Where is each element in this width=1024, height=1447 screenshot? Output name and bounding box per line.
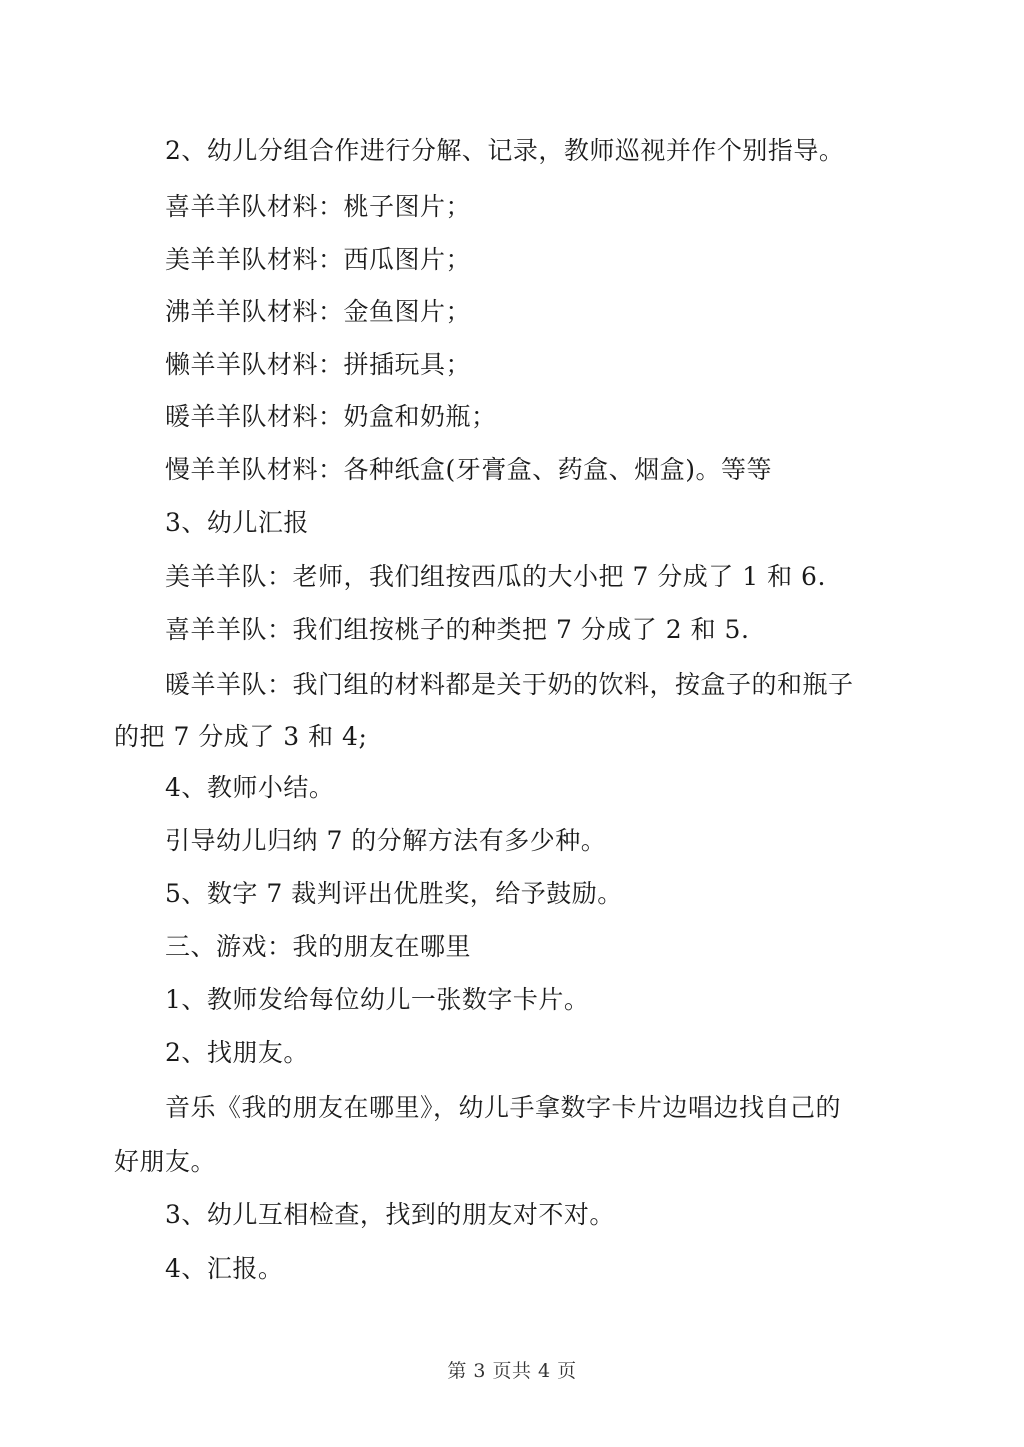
- paragraph-line: 的把 7 分成了 3 和 4;: [114, 722, 368, 751]
- paragraph-line: 3、幼儿互相检查，找到的朋友对不对。: [165, 1200, 615, 1229]
- paragraph-line: 1、教师发给每位幼儿一张数字卡片。: [165, 985, 590, 1014]
- paragraph-line: 美羊羊队：老师，我们组按西瓜的大小把 7 分成了 1 和 6.: [165, 562, 826, 591]
- paragraph-line: 喜羊羊队：我们组按桃子的种类把 7 分成了 2 和 5.: [165, 615, 750, 644]
- paragraph-line: 沸羊羊队材料：金鱼图片；: [165, 297, 472, 326]
- paragraph-line: 暖羊羊队材料：奶盒和奶瓶；: [165, 402, 497, 431]
- paragraph-line: 喜羊羊队材料：桃子图片；: [165, 192, 472, 221]
- paragraph-line: 懒羊羊队材料：拼插玩具；: [165, 350, 472, 379]
- paragraph-line: 好朋友。: [114, 1147, 217, 1176]
- paragraph-line: 慢羊羊队材料：各种纸盒(牙膏盒、药盒、烟盒)。等等: [165, 455, 773, 484]
- paragraph-line: 3、幼儿汇报: [165, 508, 309, 537]
- paragraph-line: 引导幼儿归纳 7 的分解方法有多少种。: [165, 826, 607, 855]
- paragraph-line: 音乐《我的朋友在哪里》，幼儿手拿数字卡片边唱边找自己的: [165, 1093, 842, 1122]
- paragraph-line: 4、教师小结。: [165, 773, 335, 802]
- paragraph-line: 美羊羊队材料：西瓜图片；: [165, 245, 472, 274]
- paragraph-line: 2、幼儿分组合作进行分解、记录，教师巡视并作个别指导。: [165, 136, 845, 165]
- page-number-footer: 第 3 页共 4 页: [447, 1360, 577, 1382]
- paragraph-line: 5、数字 7 裁判评出优胜奖，给予鼓励。: [165, 879, 623, 908]
- paragraph-line: 2、找朋友。: [165, 1038, 309, 1067]
- section-heading: 三、游戏：我的朋友在哪里: [165, 932, 472, 961]
- paragraph-line: 暖羊羊队：我门组的材料都是关于奶的饮料，按盒子的和瓶子: [165, 670, 854, 699]
- paragraph-line: 4、汇报。: [165, 1254, 284, 1283]
